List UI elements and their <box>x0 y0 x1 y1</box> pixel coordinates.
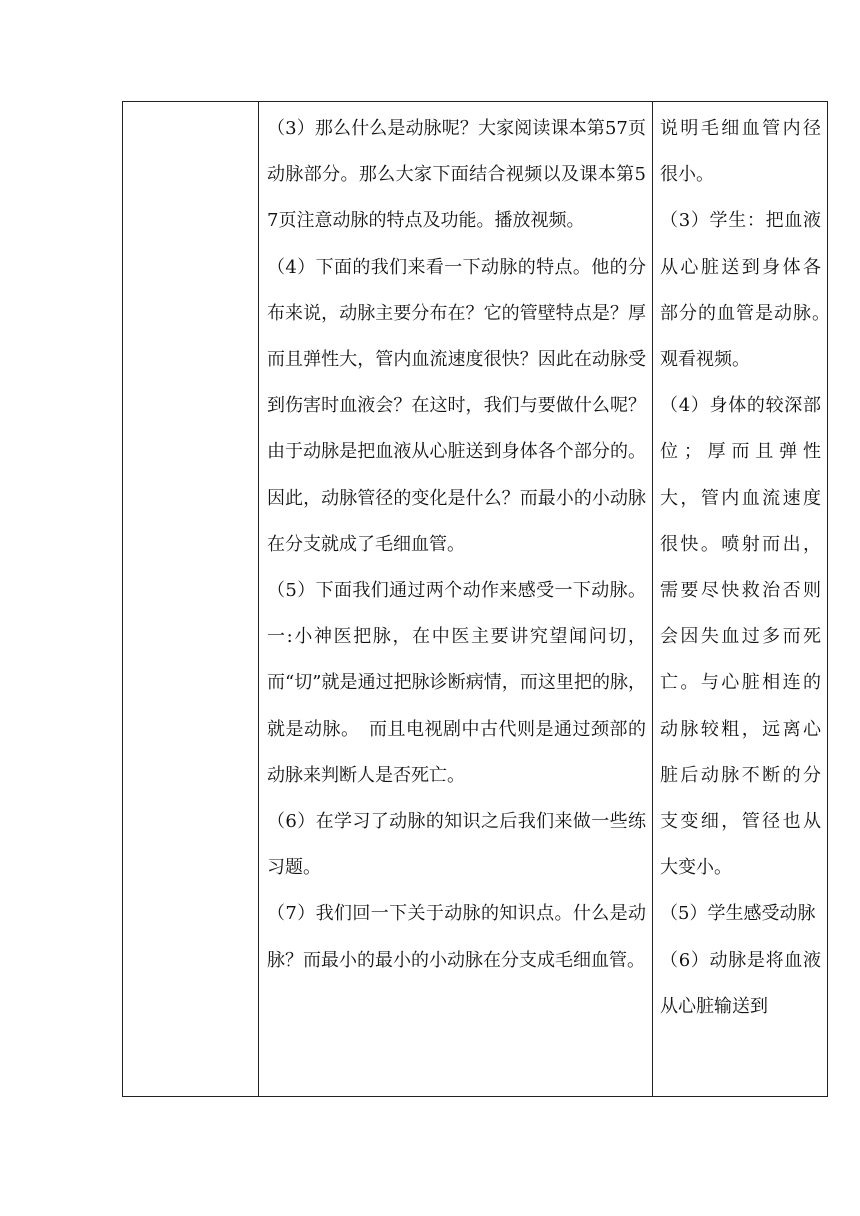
teacher-paragraph-5: （5）下面我们通过两个动作来感受一下动脉。一:小神医把脉，在中医主要讲究望闻问切，而“切”就是通过把脉诊断病情，而这里把的脉，就是动脉。 而且电视剧中古代则是通过颈部的动脉来判断人是否死亡。 <box>267 580 646 786</box>
teacher-paragraph-4: （4）下面的我们来看一下动脉的特点。他的分布来说，动脉主要分布在？它的管壁特点是？厚而且弹性大，管内血流速度很快？因此在动脉受到伤害时血液会？在这时，我们与要做什么呢？由于动脉是把血液从心脏送到身体各个部分的。因此，动脉管径的变化是什么？而最小的小动脉在分支就成了毛细血管。 <box>267 256 646 555</box>
student-paragraph-4: （4）身体的较深部位；厚而且弹性大，管内血流速度很快。喷射而出，需要尽快救治否则会因失血过多而死亡。与心脏相连的动脉较粗，远离心脏后动脉不断的分支变细，管径也从大变小。 <box>660 395 821 879</box>
teacher-activity-cell <box>259 102 652 1096</box>
teacher-paragraph-6: （6）在学习了动脉的知识之后我们来做一些练习题。 <box>267 811 646 879</box>
student-activity-cell <box>653 102 839 1096</box>
student-paragraph-6: （6）动脉是将血液从心脏输送到 <box>660 949 821 1017</box>
teacher-paragraph-7: （7）我们回一下关于动脉的知识点。什么是动脉？而最小的最小的小动脉在分支成毛细血管。 <box>267 903 646 971</box>
empty-left-cell <box>123 102 258 1096</box>
lesson-table <box>122 101 839 1097</box>
student-paragraph-3: （3）学生：把血液从心脏送到身体各部分的血管是动脉。 观看视频。 <box>660 210 839 371</box>
student-paragraph-cont: 说明毛细血管内径很小。 <box>660 118 821 186</box>
teacher-paragraph-3: （3）那么什么是动脉呢？大家阅读课本第57页动脉部分。那么大家下面结合视频以及课本第57页注意动脉的特点及功能。播放视频。 <box>267 118 646 232</box>
student-paragraph-5: （5）学生感受动脉 <box>660 903 816 925</box>
